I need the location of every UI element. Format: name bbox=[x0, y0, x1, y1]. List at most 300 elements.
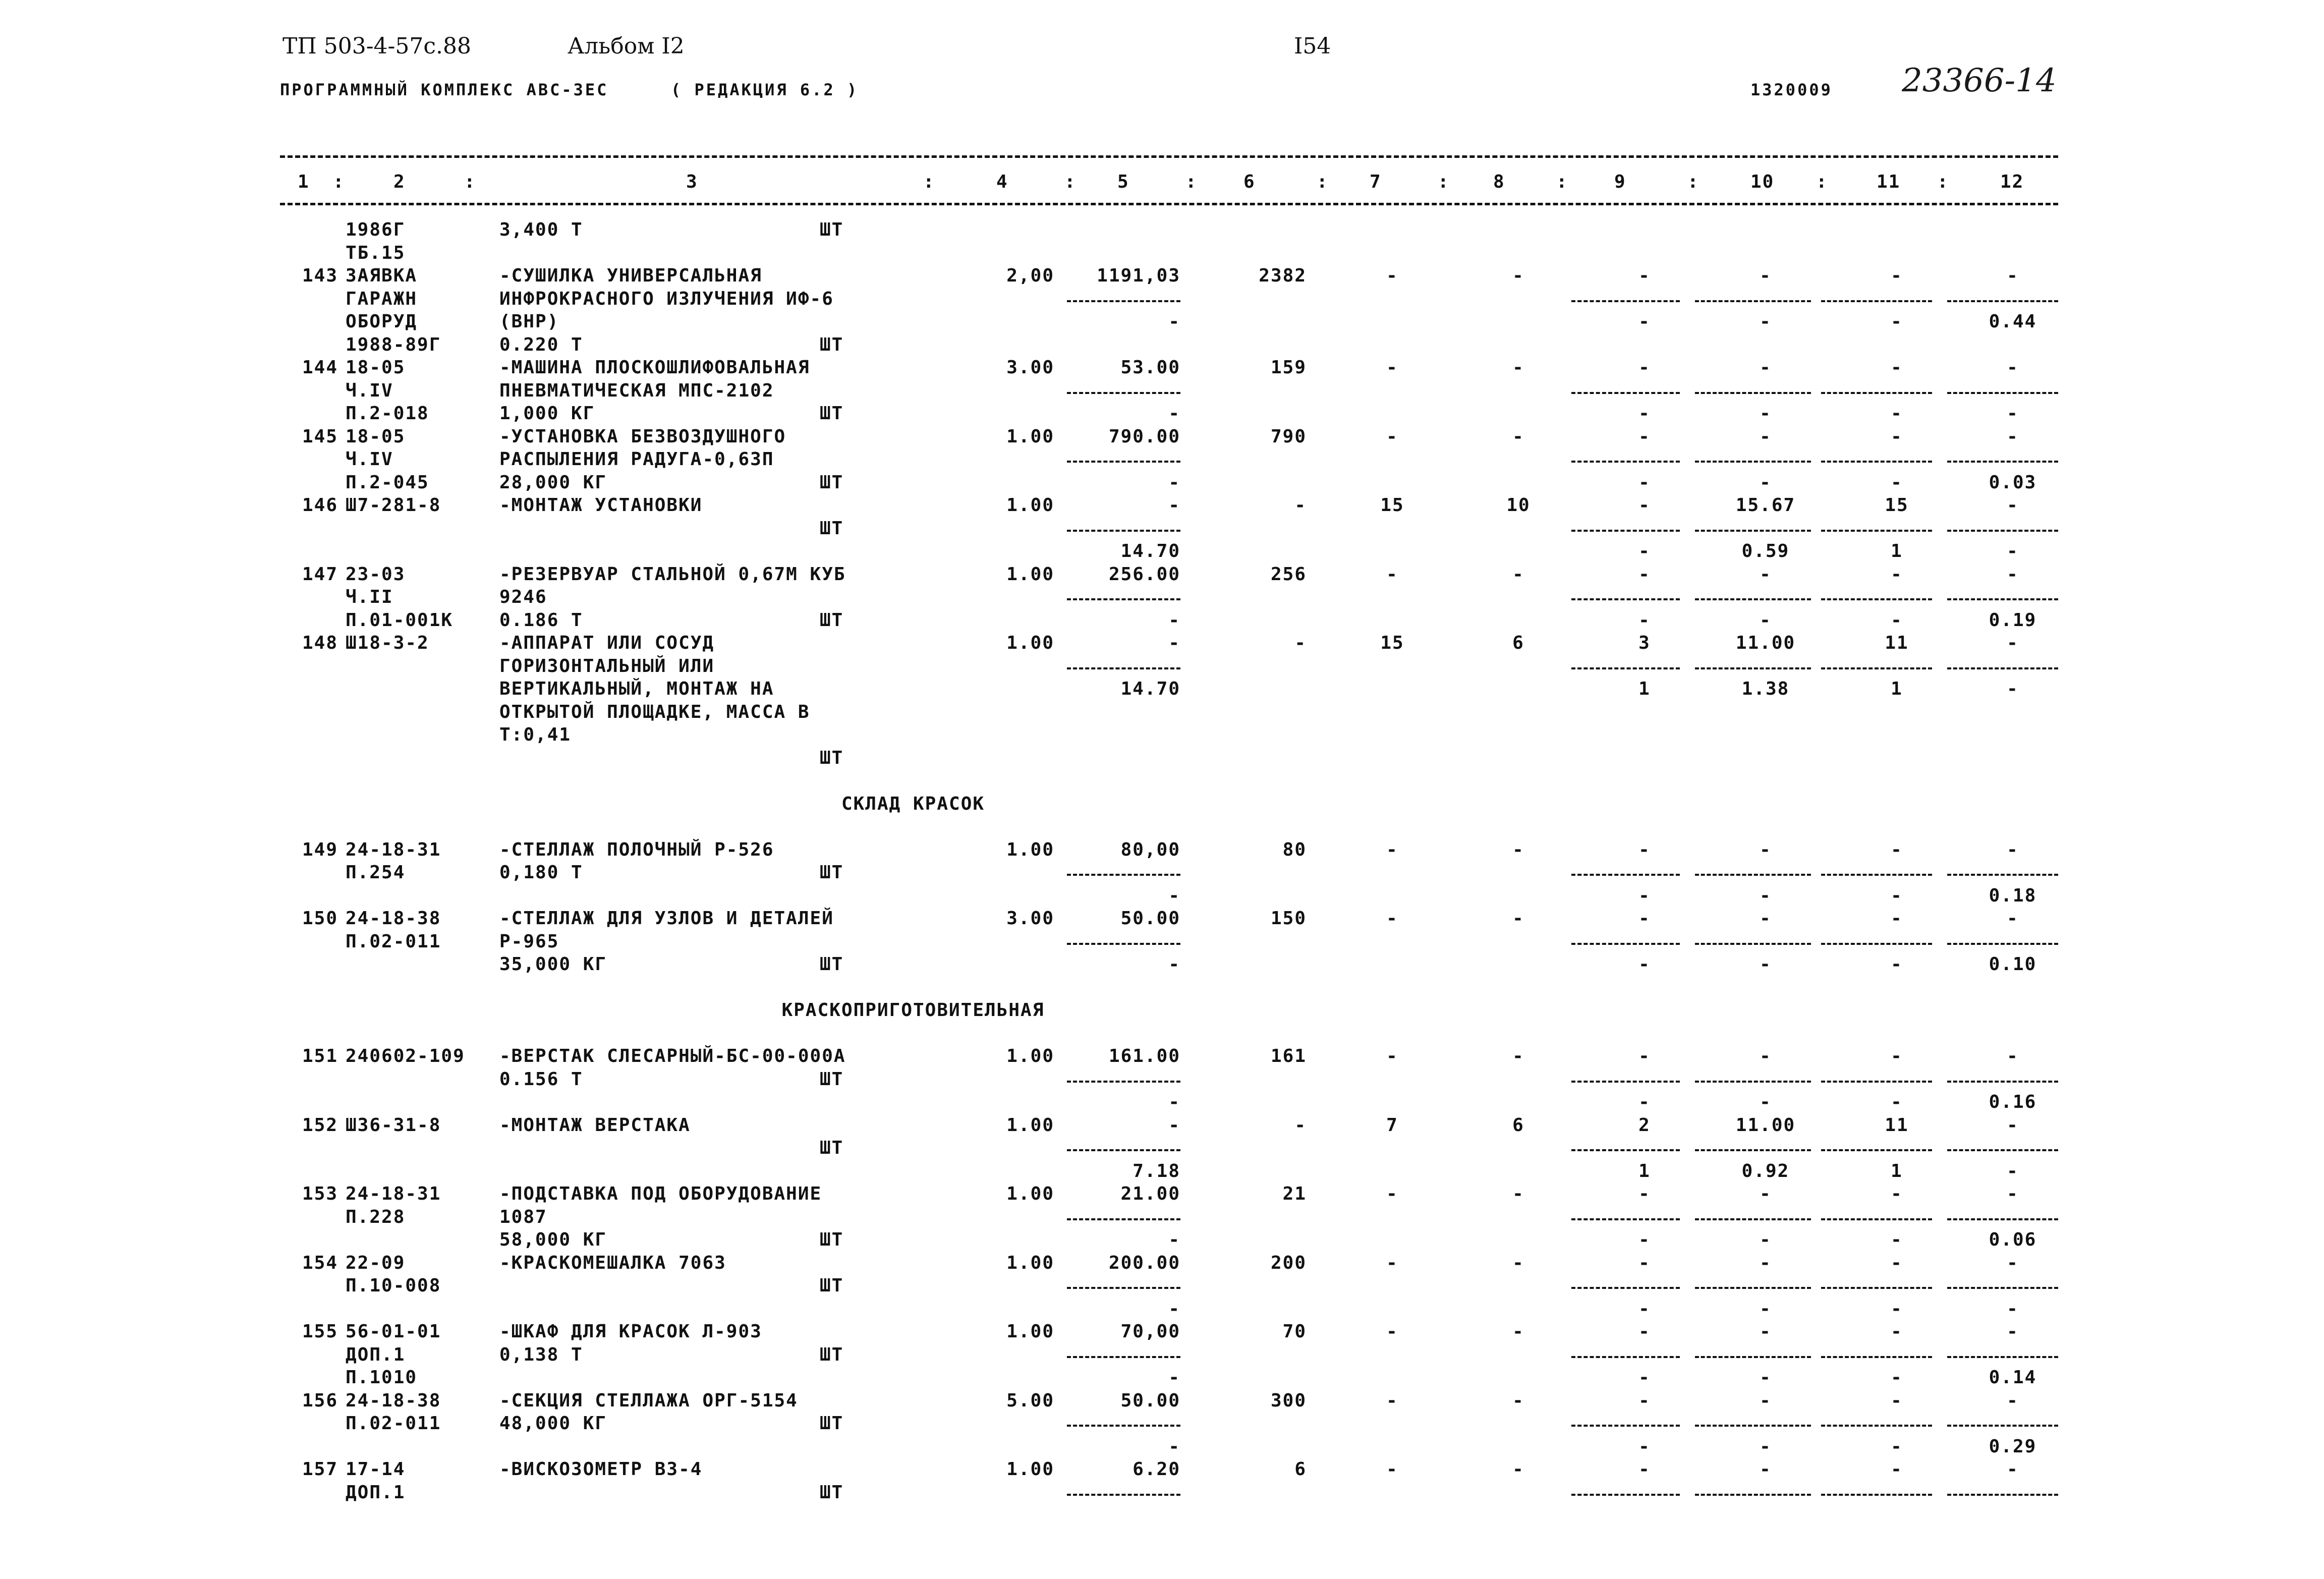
cell-col-2: 24-18-31 bbox=[346, 1183, 441, 1204]
cell-col-12: - bbox=[2007, 265, 2019, 286]
cell-col-12: - bbox=[2007, 1114, 2019, 1136]
cell-col-5: - bbox=[1168, 1436, 1180, 1457]
cell-col-9: 1 bbox=[1638, 1160, 1651, 1181]
cell-col-7: - bbox=[1386, 265, 1398, 286]
cell-col-3: 48,000 КГ bbox=[499, 1413, 607, 1434]
cell-col-5: - bbox=[1168, 403, 1180, 424]
subtotal-rule bbox=[1571, 1287, 1680, 1289]
cell-col-9: - bbox=[1638, 403, 1651, 424]
cell-col-10: - bbox=[1760, 403, 1772, 424]
cell-col-7: - bbox=[1386, 1390, 1398, 1411]
subtotal-rule bbox=[1821, 461, 1932, 463]
cell-col-9: 2 bbox=[1638, 1114, 1651, 1136]
cell-col-5: 14.70 bbox=[1120, 541, 1180, 561]
cell-col-11: - bbox=[1891, 265, 1903, 286]
subtotal-rule bbox=[1947, 1287, 2058, 1289]
subtotal-rule bbox=[1695, 1218, 1811, 1220]
cell-col-9: - bbox=[1638, 541, 1651, 561]
cell-col-1: 146 bbox=[302, 495, 338, 516]
subtotal-rule bbox=[1947, 461, 2058, 463]
subtotal-rule bbox=[1947, 1081, 2058, 1083]
subtotal-rule bbox=[1571, 1149, 1680, 1151]
cell-col-3: -СТЕЛЛАЖ ПОЛОЧНЫЙ Р-526 bbox=[499, 839, 774, 860]
unit-cell: ШТ bbox=[820, 1229, 844, 1250]
cell-col-3: ПНЕВМАТИЧЕСКАЯ МПС-2102 bbox=[499, 380, 774, 401]
cell-col-12: 0.14 bbox=[1989, 1367, 2037, 1388]
cell-col-3: Т:0,41 bbox=[499, 724, 572, 745]
cell-col-6: - bbox=[1294, 495, 1307, 516]
column-number: 6 bbox=[1243, 172, 1256, 192]
cell-col-5: - bbox=[1168, 1229, 1180, 1250]
cell-col-3: -ВЕРСТАК СЛЕСАРНЫЙ-БС-00-000А bbox=[499, 1046, 846, 1066]
subtotal-rule bbox=[1821, 1425, 1932, 1427]
cell-col-3: 0.220 Т bbox=[499, 334, 583, 355]
cell-col-5: 50.00 bbox=[1120, 1390, 1180, 1411]
cell-col-8: 6 bbox=[1512, 633, 1524, 653]
cell-col-9: - bbox=[1638, 1183, 1651, 1204]
cell-col-5: 70,00 bbox=[1120, 1321, 1180, 1342]
cell-col-6: 161 bbox=[1270, 1046, 1307, 1066]
subtotal-rule bbox=[1947, 530, 2058, 532]
cell-col-8: - bbox=[1512, 1252, 1524, 1273]
column-number: 3 bbox=[686, 172, 698, 192]
cell-col-10: 11.00 bbox=[1735, 1114, 1796, 1136]
cell-col-8: - bbox=[1512, 265, 1524, 286]
cell-col-12: - bbox=[2007, 679, 2019, 699]
cell-col-2: 22-09 bbox=[346, 1252, 406, 1273]
cell-col-11: - bbox=[1891, 609, 1903, 631]
cell-col-2: 24-18-38 bbox=[346, 1390, 441, 1411]
cell-col-10: - bbox=[1760, 265, 1772, 286]
subtotal-rule bbox=[1695, 1287, 1811, 1289]
cell-col-2: 17-14 bbox=[346, 1459, 406, 1480]
cell-col-1: 151 bbox=[302, 1046, 338, 1066]
cell-col-4: 1.00 bbox=[1006, 839, 1054, 860]
column-separator: : bbox=[1687, 172, 1699, 192]
cell-col-10: 1.38 bbox=[1741, 679, 1790, 699]
cell-col-7: - bbox=[1386, 908, 1398, 929]
cell-col-8: - bbox=[1512, 1046, 1524, 1066]
cell-col-1: 150 bbox=[302, 908, 338, 929]
subtotal-rule bbox=[1067, 943, 1180, 945]
cell-col-2: ДОП.1 bbox=[346, 1482, 406, 1503]
cell-col-7: - bbox=[1386, 839, 1398, 860]
cell-col-12: - bbox=[2007, 839, 2019, 860]
subtotal-rule bbox=[1821, 874, 1932, 876]
subtotal-rule bbox=[1571, 300, 1680, 302]
cell-col-4: 1.00 bbox=[1006, 1183, 1054, 1204]
cell-col-11: - bbox=[1891, 1459, 1903, 1480]
cell-col-10: - bbox=[1760, 1298, 1772, 1319]
subtotal-rule bbox=[1571, 1218, 1680, 1220]
cell-col-3: -ШКАФ ДЛЯ КРАСОК Л-903 bbox=[499, 1321, 762, 1342]
cell-col-7: 15 bbox=[1380, 633, 1404, 653]
cell-col-3: ОТКРЫТОЙ ПЛОЩАДКЕ, МАССА В bbox=[499, 701, 810, 722]
cell-col-4: 1.00 bbox=[1006, 1321, 1054, 1342]
cell-col-6: - bbox=[1294, 1114, 1307, 1136]
column-number: 1 bbox=[298, 172, 310, 192]
edition-label: ( РЕДАКЦИЯ 6.2 ) bbox=[671, 80, 859, 99]
cell-col-10: - bbox=[1760, 311, 1772, 332]
subtotal-rule bbox=[1571, 598, 1680, 600]
cell-col-3: -АППАРАТ ИЛИ СОСУД bbox=[499, 633, 715, 653]
subtotal-rule bbox=[1947, 1425, 2058, 1427]
cell-col-5: 6.20 bbox=[1132, 1459, 1180, 1480]
cell-col-10: - bbox=[1760, 1321, 1772, 1342]
column-number: 10 bbox=[1750, 172, 1775, 192]
cell-col-12: - bbox=[2007, 908, 2019, 929]
cell-col-6: 21 bbox=[1282, 1183, 1307, 1204]
subtotal-rule bbox=[1821, 530, 1932, 532]
cell-col-10: - bbox=[1760, 1252, 1772, 1273]
cell-col-5: - bbox=[1168, 885, 1180, 906]
cell-col-9: - bbox=[1638, 954, 1651, 975]
cell-col-1: 148 bbox=[302, 633, 338, 653]
subtotal-rule bbox=[1947, 1494, 2058, 1496]
cell-col-6: 80 bbox=[1282, 839, 1307, 860]
cell-col-12: - bbox=[2007, 1298, 2019, 1319]
cell-col-1: 154 bbox=[302, 1252, 338, 1273]
cell-col-7: - bbox=[1386, 426, 1398, 447]
header-bottom-rule bbox=[280, 203, 2058, 205]
cell-col-3: -МОНТАЖ УСТАНОВКИ bbox=[499, 495, 703, 516]
unit-cell: ШТ bbox=[820, 747, 844, 768]
subtotal-rule bbox=[1821, 392, 1932, 394]
cell-col-12: - bbox=[2007, 426, 2019, 447]
cell-col-3: -ПОДСТАВКА ПОД ОБОРУДОВАНИЕ bbox=[499, 1183, 822, 1204]
cell-col-11: - bbox=[1891, 1298, 1903, 1319]
unit-cell: ШТ bbox=[820, 1482, 844, 1503]
unit-cell: ШТ bbox=[820, 1138, 844, 1158]
subtotal-rule bbox=[1947, 667, 2058, 669]
cell-col-11: - bbox=[1891, 1183, 1903, 1204]
cell-col-11: - bbox=[1891, 472, 1903, 493]
cell-col-2: П.02-011 bbox=[346, 931, 441, 952]
subtotal-rule bbox=[1067, 530, 1180, 532]
cell-col-12: - bbox=[2007, 563, 2019, 585]
cell-col-5: 7.18 bbox=[1132, 1160, 1180, 1181]
cell-col-12: - bbox=[2007, 1459, 2019, 1480]
subtotal-rule bbox=[1571, 530, 1680, 532]
cell-col-7: - bbox=[1386, 1046, 1398, 1066]
unit-cell: ШТ bbox=[820, 334, 844, 355]
cell-col-2: Ч.II bbox=[346, 587, 393, 607]
cell-col-11: - bbox=[1891, 1367, 1903, 1388]
column-number: 12 bbox=[2000, 172, 2024, 192]
subtotal-rule bbox=[1821, 1081, 1932, 1083]
column-number: 5 bbox=[1117, 172, 1129, 192]
subtotal-rule bbox=[1695, 1149, 1811, 1151]
subtotal-rule bbox=[1947, 943, 2058, 945]
cell-col-10: - bbox=[1760, 1367, 1772, 1388]
subtotal-rule bbox=[1947, 874, 2058, 876]
column-number: 8 bbox=[1493, 172, 1505, 192]
cell-col-11: - bbox=[1891, 403, 1903, 424]
cell-col-10: - bbox=[1760, 1390, 1772, 1411]
column-separator: : bbox=[333, 172, 345, 192]
cell-col-2: П.254 bbox=[346, 862, 406, 883]
subtotal-rule bbox=[1947, 392, 2058, 394]
cell-col-9: - bbox=[1638, 609, 1651, 631]
subtotal-rule bbox=[1695, 874, 1811, 876]
cell-col-5: 200.00 bbox=[1108, 1252, 1180, 1273]
cell-col-11: - bbox=[1891, 908, 1903, 929]
cell-col-8: - bbox=[1512, 1183, 1524, 1204]
cell-col-8: - bbox=[1512, 1459, 1524, 1480]
subtotal-rule bbox=[1947, 1218, 2058, 1220]
cell-col-11: 15 bbox=[1885, 495, 1909, 516]
cell-col-5: - bbox=[1168, 1114, 1180, 1136]
subtotal-rule bbox=[1571, 461, 1680, 463]
cell-col-2: ДОП.1 bbox=[346, 1344, 406, 1365]
subtotal-rule bbox=[1821, 300, 1932, 302]
cell-col-11: - bbox=[1891, 1321, 1903, 1342]
cell-col-9: - bbox=[1638, 1459, 1651, 1480]
cell-col-9: - bbox=[1638, 1046, 1651, 1066]
section-heading: СКЛАД КРАСОК bbox=[841, 793, 985, 814]
cell-col-6: 6 bbox=[1294, 1459, 1307, 1480]
column-number: 2 bbox=[393, 172, 406, 192]
subtotal-rule bbox=[1695, 1494, 1811, 1496]
cell-col-4: 1.00 bbox=[1006, 426, 1054, 447]
cell-col-3: -ВИСКОЗОМЕТР ВЗ-4 bbox=[499, 1459, 703, 1480]
subtotal-rule bbox=[1067, 667, 1180, 669]
cell-col-12: - bbox=[2007, 403, 2019, 424]
subtotal-rule bbox=[1821, 598, 1932, 600]
cell-col-2: 24-18-31 bbox=[346, 839, 441, 860]
subtotal-rule bbox=[1067, 461, 1180, 463]
subtotal-rule bbox=[1571, 874, 1680, 876]
album-label: Альбом I2 bbox=[568, 33, 685, 59]
subtotal-rule bbox=[1067, 1287, 1180, 1289]
subtotal-rule bbox=[1571, 667, 1680, 669]
cell-col-7: - bbox=[1386, 1252, 1398, 1273]
cell-col-6: 790 bbox=[1270, 426, 1307, 447]
cell-col-11: - bbox=[1891, 357, 1903, 378]
cell-col-2: Ч.IV bbox=[346, 380, 393, 401]
cell-col-7: - bbox=[1386, 357, 1398, 378]
cell-col-12: - bbox=[2007, 357, 2019, 378]
cell-col-3: 3,400 Т bbox=[499, 219, 583, 240]
cell-col-2: Ч.IV bbox=[346, 449, 393, 470]
cell-col-10: 0.59 bbox=[1741, 541, 1790, 561]
cell-col-3: ВЕРТИКАЛЬНЫЙ, МОНТАЖ НА bbox=[499, 679, 774, 699]
cell-col-7: - bbox=[1386, 1321, 1398, 1342]
cell-col-9: - bbox=[1638, 1390, 1651, 1411]
column-separator: : bbox=[1438, 172, 1450, 192]
cell-col-12: 0.19 bbox=[1989, 609, 2037, 631]
cell-col-9: - bbox=[1638, 265, 1651, 286]
subtotal-rule bbox=[1067, 300, 1180, 302]
cell-col-9: - bbox=[1638, 1436, 1651, 1457]
cell-col-11: - bbox=[1891, 839, 1903, 860]
subtotal-rule bbox=[1067, 1218, 1180, 1220]
subtotal-rule bbox=[1695, 667, 1811, 669]
subtotal-rule bbox=[1695, 300, 1811, 302]
cell-col-2: П.228 bbox=[346, 1206, 406, 1227]
cell-col-9: - bbox=[1638, 839, 1651, 860]
cell-col-1: 144 bbox=[302, 357, 338, 378]
subtotal-rule bbox=[1695, 1081, 1811, 1083]
cell-col-12: 0.10 bbox=[1989, 954, 2037, 975]
cell-col-9: 3 bbox=[1638, 633, 1651, 653]
cell-col-11: - bbox=[1891, 1046, 1903, 1066]
cell-col-12: - bbox=[2007, 633, 2019, 653]
cell-col-2: ОБОРУД bbox=[346, 311, 418, 332]
cell-col-4: 1.00 bbox=[1006, 1459, 1054, 1480]
handwritten-inventory-number: 23366-14 bbox=[1902, 62, 2057, 99]
cell-col-8: - bbox=[1512, 563, 1524, 585]
cell-col-5: 1191,03 bbox=[1097, 265, 1180, 286]
cell-col-2: П.2-018 bbox=[346, 403, 429, 424]
cell-col-6: 300 bbox=[1270, 1390, 1307, 1411]
cell-col-11: 1 bbox=[1891, 541, 1903, 561]
cell-col-4: 3.00 bbox=[1006, 357, 1054, 378]
cell-col-10: - bbox=[1760, 1183, 1772, 1204]
subtotal-rule bbox=[1067, 1356, 1180, 1358]
cell-col-1: 145 bbox=[302, 426, 338, 447]
cell-col-9: - bbox=[1638, 1229, 1651, 1250]
cell-col-11: - bbox=[1891, 885, 1903, 906]
cell-col-5: - bbox=[1168, 311, 1180, 332]
cell-col-7: 15 bbox=[1380, 495, 1404, 516]
cell-col-3: 0.156 Т bbox=[499, 1068, 583, 1090]
cell-col-6: - bbox=[1294, 633, 1307, 653]
subtotal-rule bbox=[1067, 1081, 1180, 1083]
cell-col-9: - bbox=[1638, 426, 1651, 447]
subtotal-rule bbox=[1067, 1425, 1180, 1427]
cell-col-4: 2,00 bbox=[1006, 265, 1054, 286]
cell-col-12: 0.44 bbox=[1989, 311, 2037, 332]
cell-col-4: 1.00 bbox=[1006, 563, 1054, 585]
cell-col-9: - bbox=[1638, 495, 1651, 516]
cell-col-11: 1 bbox=[1891, 679, 1903, 699]
subtotal-rule bbox=[1947, 598, 2058, 600]
cell-col-10: - bbox=[1760, 839, 1772, 860]
cell-col-2: П.01-001К bbox=[346, 609, 454, 631]
cell-col-6: 70 bbox=[1282, 1321, 1307, 1342]
cell-col-10: 15.67 bbox=[1735, 495, 1796, 516]
cell-col-10: - bbox=[1760, 609, 1772, 631]
subtotal-rule bbox=[1821, 1287, 1932, 1289]
cell-col-1: 149 bbox=[302, 839, 338, 860]
cell-col-3: -МАШИНА ПЛОСКОШЛИФОВАЛЬНАЯ bbox=[499, 357, 810, 378]
cell-col-12: - bbox=[2007, 495, 2019, 516]
subtotal-rule bbox=[1695, 392, 1811, 394]
cell-col-11: - bbox=[1891, 954, 1903, 975]
cell-col-9: - bbox=[1638, 1321, 1651, 1342]
cell-col-1: 156 bbox=[302, 1390, 338, 1411]
cell-col-3: -СУШИЛКА УНИВЕРСАЛЬНАЯ bbox=[499, 265, 762, 286]
cell-col-4: 1.00 bbox=[1006, 1114, 1054, 1136]
column-separator: : bbox=[1317, 172, 1329, 192]
cell-col-9: 1 bbox=[1638, 679, 1651, 699]
subtotal-rule bbox=[1821, 943, 1932, 945]
subtotal-rule bbox=[1821, 1494, 1932, 1496]
cell-col-5: - bbox=[1168, 1092, 1180, 1112]
cell-col-3: -КРАСКОМЕШАЛКА 7063 bbox=[499, 1252, 726, 1273]
cell-col-9: - bbox=[1638, 908, 1651, 929]
cell-col-5: 80,00 bbox=[1120, 839, 1180, 860]
cell-col-5: - bbox=[1168, 1298, 1180, 1319]
cell-col-1: 155 bbox=[302, 1321, 338, 1342]
cell-col-2: 24-18-38 bbox=[346, 908, 441, 929]
subtotal-rule bbox=[1571, 943, 1680, 945]
cell-col-5: 14.70 bbox=[1120, 679, 1180, 699]
subtotal-rule bbox=[1821, 1149, 1932, 1151]
cell-col-4: 1.00 bbox=[1006, 633, 1054, 653]
cell-col-10: - bbox=[1760, 908, 1772, 929]
cell-col-1: 153 bbox=[302, 1183, 338, 1204]
subtotal-rule bbox=[1067, 392, 1180, 394]
subtotal-rule bbox=[1821, 1218, 1932, 1220]
cell-col-2: П.2-045 bbox=[346, 472, 429, 493]
cell-col-5: - bbox=[1168, 1367, 1180, 1388]
cell-col-4: 5.00 bbox=[1006, 1390, 1054, 1411]
unit-cell: ШТ bbox=[820, 954, 844, 975]
cell-col-4: 1.00 bbox=[1006, 1252, 1054, 1273]
cell-col-3: 1087 bbox=[499, 1206, 547, 1227]
cell-col-2: 56-01-01 bbox=[346, 1321, 441, 1342]
cell-col-10: - bbox=[1760, 954, 1772, 975]
cell-col-2: 1988-89Г bbox=[346, 334, 441, 355]
subtotal-rule bbox=[1571, 392, 1680, 394]
cell-col-5: 53.00 bbox=[1120, 357, 1180, 378]
unit-cell: ШТ bbox=[820, 1275, 844, 1296]
cell-col-8: - bbox=[1512, 426, 1524, 447]
cell-col-10: - bbox=[1760, 1436, 1772, 1457]
cell-col-7: 7 bbox=[1386, 1114, 1398, 1136]
column-number: 11 bbox=[1877, 172, 1901, 192]
cell-col-1: 157 bbox=[302, 1459, 338, 1480]
cell-col-8: - bbox=[1512, 357, 1524, 378]
cell-col-10: - bbox=[1760, 885, 1772, 906]
cell-col-8: - bbox=[1512, 1321, 1524, 1342]
cell-col-6: 150 bbox=[1270, 908, 1307, 929]
unit-cell: ШТ bbox=[820, 1413, 844, 1434]
cell-col-7: - bbox=[1386, 1459, 1398, 1480]
cell-col-5: - bbox=[1168, 495, 1180, 516]
column-number: 7 bbox=[1370, 172, 1382, 192]
subtotal-rule bbox=[1695, 1356, 1811, 1358]
cell-col-2: ТБ.15 bbox=[346, 242, 406, 263]
cell-col-6: 200 bbox=[1270, 1252, 1307, 1273]
cell-col-12: 0.16 bbox=[1989, 1092, 2037, 1112]
subtotal-rule bbox=[1571, 1081, 1680, 1083]
cell-col-3: ГОРИЗОНТАЛЬНЫЙ ИЛИ bbox=[499, 655, 715, 676]
cell-col-9: - bbox=[1638, 1298, 1651, 1319]
subtotal-rule bbox=[1067, 874, 1180, 876]
cell-col-7: - bbox=[1386, 563, 1398, 585]
unit-cell: ШТ bbox=[820, 609, 844, 631]
cell-col-5: 790.00 bbox=[1108, 426, 1180, 447]
unit-cell: ШТ bbox=[820, 219, 844, 240]
subtotal-rule bbox=[1067, 1149, 1180, 1151]
subtotal-rule bbox=[1695, 598, 1811, 600]
cell-col-1: 152 bbox=[302, 1114, 338, 1136]
column-separator: : bbox=[1064, 172, 1076, 192]
cell-col-5: - bbox=[1168, 472, 1180, 493]
cell-col-3: -СЕКЦИЯ СТЕЛЛАЖА ОРГ-5154 bbox=[499, 1390, 798, 1411]
subtotal-rule bbox=[1067, 1494, 1180, 1496]
cell-col-4: 1.00 bbox=[1006, 495, 1054, 516]
column-separator: : bbox=[464, 172, 476, 192]
cell-col-2: Ш18-3-2 bbox=[346, 633, 429, 653]
column-separator: : bbox=[923, 172, 935, 192]
cell-col-12: - bbox=[2007, 1252, 2019, 1273]
cell-col-9: - bbox=[1638, 563, 1651, 585]
cell-col-11: - bbox=[1891, 1092, 1903, 1112]
